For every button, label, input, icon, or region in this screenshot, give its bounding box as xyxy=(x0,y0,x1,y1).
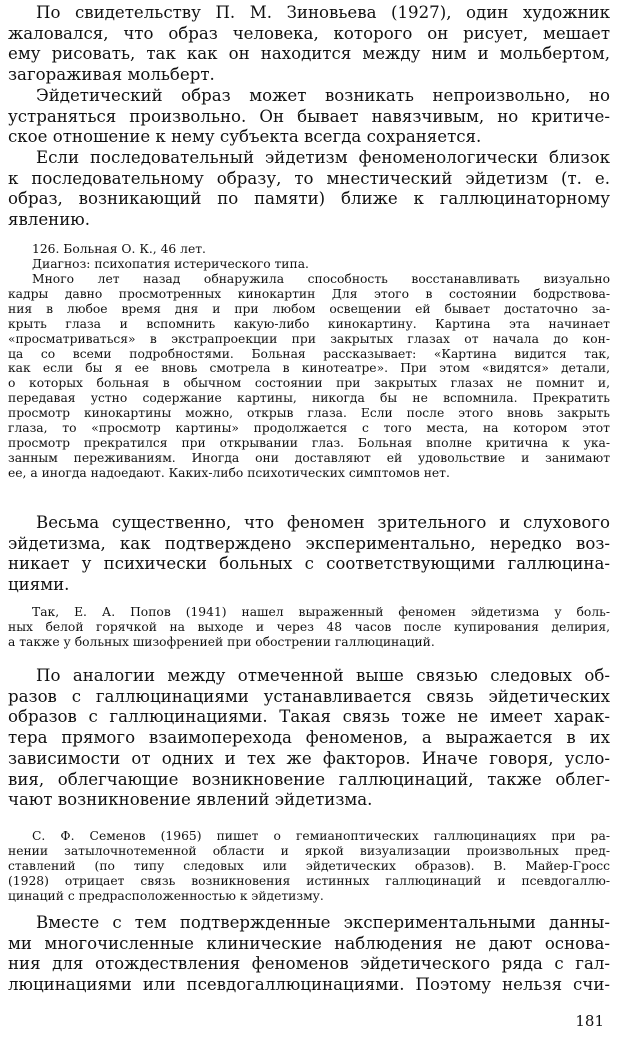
note-2 xyxy=(8,829,610,904)
text-line: просмотр прекратился при открывании глаз. Больная вполне критична к ука- xyxy=(8,435,610,450)
paragraph-5 xyxy=(8,666,610,811)
text-line: цинаций с предрасположенностью к эйдетизму. xyxy=(8,888,324,903)
text-line: вия, облегчающие возникновение галлюцинаций, также облег- xyxy=(8,769,610,789)
text-line: образов с галлюцинациями. Такая связь тоже не имеет харак- xyxy=(8,707,610,727)
text-line: ское отношение к нему субъекта всегда сохраняется. xyxy=(8,127,482,147)
paragraph-3 xyxy=(8,148,610,231)
text-line: эйдетизма, как подтверждено экспериментально, нередко воз- xyxy=(8,533,610,553)
text-line: кадры давно просмотренных кинокартин Для этого в состоянии бодрствова- xyxy=(8,286,610,301)
text-line: как если бы я ее вновь смотрела в кинотеатре». При этом «видятся» детали, xyxy=(8,361,610,376)
text-line: ных белой горячкой на выходе и через 48 часов после купирования делирия, xyxy=(8,619,610,634)
case-title: 126. Больная О. К., 46 лет. xyxy=(32,242,206,256)
text-line: По свидетельству П. М. Зиновьева (1927), один художник xyxy=(36,3,610,22)
paragraph-4 xyxy=(8,513,610,596)
text-line: циями. xyxy=(8,575,70,595)
text-line: Если последовательный эйдетизм феноменологически близок xyxy=(36,148,610,167)
text-line: явлению. xyxy=(8,210,91,230)
text-line: жаловался, что образ человека, которого он рисует, мешает xyxy=(8,23,610,43)
text-line: чают возникновение явлений эйдетизма. xyxy=(8,790,373,810)
text-line: Вместе с тем подтвержденные экспериментальными данны- xyxy=(36,913,610,932)
text-line: ния для отождествления феноменов эйдетического ряда с гал- xyxy=(8,954,610,974)
text-line: Много лет назад обнаружила способность восстанавливать визуально xyxy=(32,272,610,286)
paragraph-1 xyxy=(8,3,610,86)
text-line: крыть глаза и вспомнить какую-либо кинокартину. Картина эта начинает xyxy=(8,316,610,331)
text-line: ца со всеми подробностями. Больная рассказывает: «Картина видится так, xyxy=(8,346,610,361)
text-line: ее, а иногда надоедают. Каких-либо психотических симптомов нет. xyxy=(8,465,450,480)
text-line: люцинациями или псевдогаллюцинациями. Поэтому нельзя счи- xyxy=(8,975,610,995)
text-line: о которых больная в обычном состоянии при закрытых глазах не помнит и, xyxy=(8,376,610,391)
text-line: С. Ф. Семенов (1965) пишет о гемианоптических галлюцинациях при ра- xyxy=(32,829,610,843)
paragraph-6 xyxy=(8,913,610,996)
note-1 xyxy=(8,605,610,650)
text-line: зависимости от одних и тех же факторов. Иначе говоря, усло- xyxy=(8,748,610,768)
text-line: По аналогии между отмеченной выше связью следовых об- xyxy=(36,666,610,685)
text-line: загораживая мольберт. xyxy=(8,65,215,85)
text-line: нении затылочнотеменной области и яркой визуализации произвольных пред- xyxy=(8,843,610,858)
text-line: глаза, то «просмотр картины» продолжается с того места, на котором этот xyxy=(8,421,610,436)
page-number: 181 xyxy=(575,1012,604,1030)
text-line: устраняться произвольно. Он бывает навязчивым, но критиче- xyxy=(8,106,610,126)
text-line: образ, возникающий по памяти) ближе к галлюцинаторному xyxy=(8,189,610,209)
case-text xyxy=(8,272,610,481)
text-line: ния в любое время дня и при любом освещении ей бывает достаточно за- xyxy=(8,301,610,316)
text-line: никает у психически больных с соответствующими галлюцина- xyxy=(8,554,610,574)
case-diagnosis: Диагноз: психопатия истерического типа. xyxy=(32,256,309,271)
text-line: Так, Е. А. Попов (1941) нашел выраженный феномен эйдетизма у боль- xyxy=(32,605,610,619)
text-line: разов с галлюцинациями устанавливается связь эйдетических xyxy=(8,686,610,706)
text-line: ему рисовать, так как он находится между ним и мольбертом, xyxy=(8,44,610,64)
text-line: ми многочисленные клинические наблюдения не дают основа- xyxy=(8,933,610,953)
text-line: передавая устно содержание картины, никогда бы не вспомнила. Прекратить xyxy=(8,391,610,406)
text-line: Эйдетический образ может возникать непроизвольно, но xyxy=(36,86,610,105)
text-line: просмотр кинокартины можно, открыв глаза. Если после этого вновь закрыть xyxy=(8,406,610,421)
case-header xyxy=(8,242,610,272)
paragraph-2 xyxy=(8,86,610,148)
text-line: занным переживаниям. Иногда они доставляют ей удовольствие и занимают xyxy=(8,450,610,465)
text-line: «просматриваться» в экстрапроекции при закрытых глазах от начала до кон- xyxy=(8,331,610,346)
text-line: а также у больных шизофренией при обострении галлюцинаций. xyxy=(8,634,435,649)
text-line: Весьма существенно, что феномен зрительного и слухового xyxy=(36,513,610,532)
text-line: ставлений (по типу следовых или эйдетических образов). В. Майер-Гросс xyxy=(8,858,610,873)
text-line: к последовательному образу, то мнестический эйдетизм (т. е. xyxy=(8,168,610,188)
text-line: тера прямого взаимоперехода феноменов, а выражается в их xyxy=(8,728,610,748)
text-line: (1928) отрицает связь возникновения истинных галлюцинаций и псевдогаллю- xyxy=(8,873,610,888)
